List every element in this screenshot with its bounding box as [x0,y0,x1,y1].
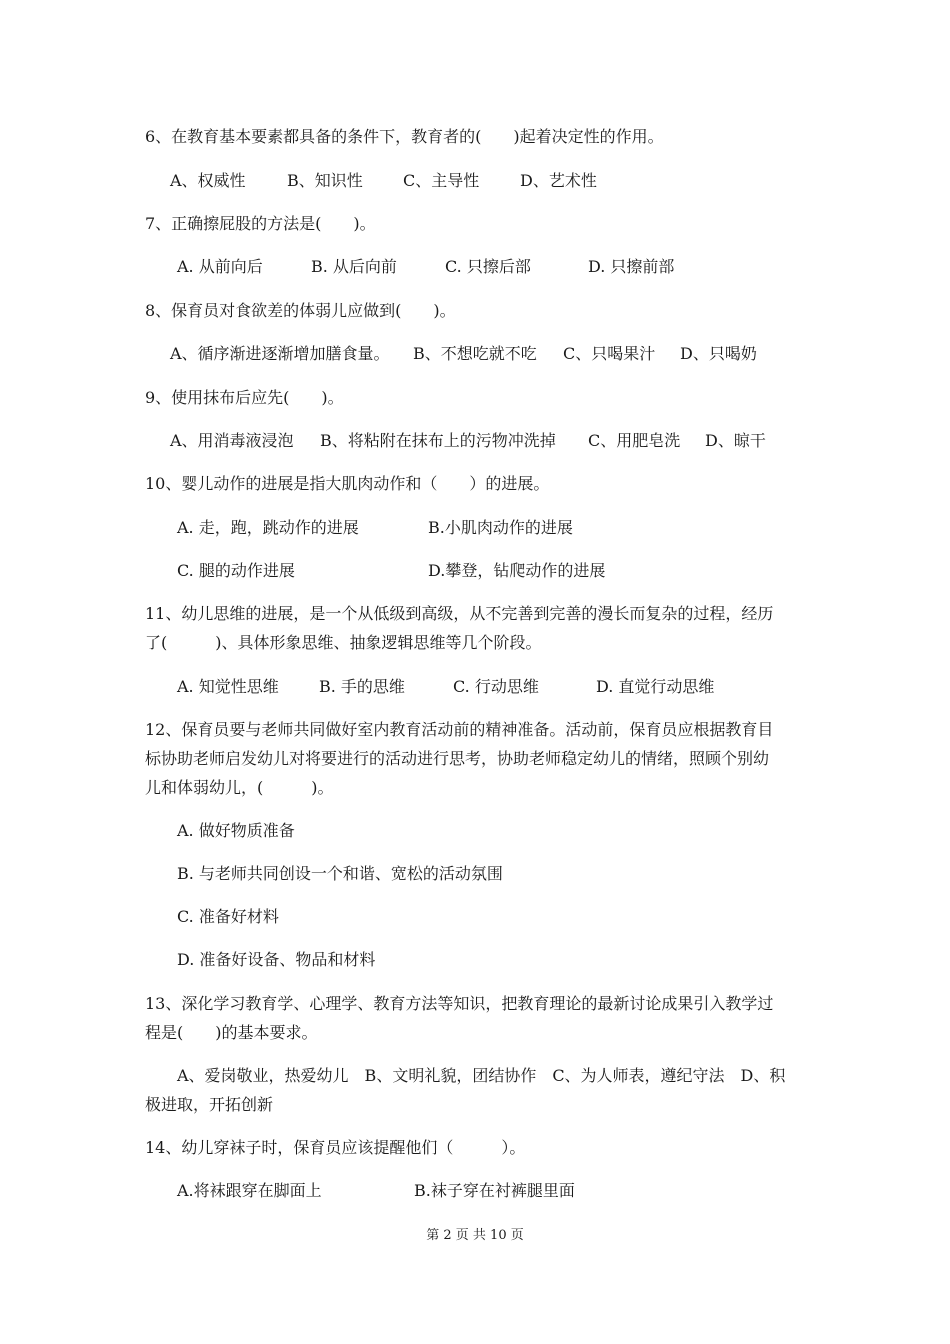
question-7-option-c: C. 只擦后部 [445,257,531,276]
page-number-footer: 第 2 页 共 10 页 [426,1228,524,1243]
question-8-option-a: A、循序渐进逐渐增加膳食量。 [170,344,390,363]
question-8-option-d: D、只喝奶 [680,344,757,363]
question-11-stem-line-2: 了( )、具体形象思维、抽象逻辑思维等几个阶段。 [145,633,542,652]
question-9-stem: 9、使用抹布后应先( )。 [145,388,344,407]
question-6-option-b: B、知识性 [287,171,363,190]
question-9-option-b: B、将粘附在抹布上的污物冲洗掉 [320,431,556,450]
question-11-option-d: D. 直觉行动思维 [596,677,715,696]
question-9-option-a: A、用消毒液浸泡 [170,431,294,450]
question-13-options-line-2: 极进取，开拓创新 [145,1095,274,1114]
question-10-option-a: A. 走，跑，跳动作的进展 [177,518,359,537]
question-12-stem-line-1: 12、保育员要与老师共同做好室内教育活动前的精神准备。活动前，保育员应根据教育目 [145,720,774,739]
question-10-stem: 10、婴儿动作的进展是指大肌肉动作和（ ）的进展。 [145,474,550,493]
question-9-option-d: D、晾干 [705,431,766,450]
question-14-option-b: B.袜子穿在衬裤腿里面 [414,1181,575,1200]
question-11-stem-line-1: 11、幼儿思维的进展，是一个从低级到高级，从不完善到完善的漫长而复杂的过程，经历 [145,604,774,623]
question-6-stem: 6、在教育基本要素都具备的条件下，教育者的( )起着决定性的作用。 [145,127,664,146]
question-13-stem-line-2: 程是( )的基本要求。 [145,1023,318,1042]
question-12-option-c: C. 准备好材料 [177,907,279,926]
question-8-option-c: C、只喝果汁 [563,344,656,363]
question-12-stem-line-3: 儿和体弱幼儿，( )。 [145,778,334,797]
question-14-stem: 14、幼儿穿袜子时，保育员应该提醒他们（ ）。 [145,1138,526,1157]
question-10-option-b: B.小肌肉动作的进展 [428,518,573,537]
question-11-option-b: B. 手的思维 [319,677,405,696]
question-14-option-a: A.将袜跟穿在脚面上 [177,1181,322,1200]
question-10-option-d: D.攀登，钻爬动作的进展 [428,561,606,580]
question-8-stem: 8、保育员对食欲差的体弱儿应做到( )。 [145,301,456,320]
question-12-option-d: D. 准备好设备、物品和材料 [177,950,376,969]
question-7-stem: 7、正确擦屁股的方法是( )。 [145,214,376,233]
question-6-option-c: C、主导性 [403,171,480,190]
question-13-stem-line-1: 13、深化学习教育学、心理学、教育方法等知识，把教育理论的最新讨论成果引入教学过 [145,994,774,1013]
question-7-option-d: D. 只擦前部 [588,257,675,276]
question-7-option-b: B. 从后向前 [311,257,397,276]
question-11-option-a: A. 知觉性思维 [177,677,279,696]
question-10-option-c: C. 腿的动作进展 [177,561,295,580]
question-7-option-a: A. 从前向后 [177,257,263,276]
question-12-option-a: A. 做好物质准备 [177,821,295,840]
question-12-option-b: B. 与老师共同创设一个和谐、宽松的活动氛围 [177,864,503,883]
question-11-option-c: C. 行动思维 [453,677,539,696]
question-9-option-c: C、用肥皂洗 [588,431,681,450]
question-12-stem-line-2: 标协助老师启发幼儿对将要进行的活动进行思考，协助老师稳定幼儿的情绪，照顾个别幼 [145,749,770,768]
question-6-option-d: D、艺术性 [520,171,597,190]
question-13-options-line-1: A、爱岗敬业，热爱幼儿 B、文明礼貌，团结协作 C、为人师表，遵纪守法 D、积 [177,1066,786,1085]
question-8-option-b: B、不想吃就不吃 [413,344,537,363]
question-6-option-a: A、权威性 [170,171,246,190]
